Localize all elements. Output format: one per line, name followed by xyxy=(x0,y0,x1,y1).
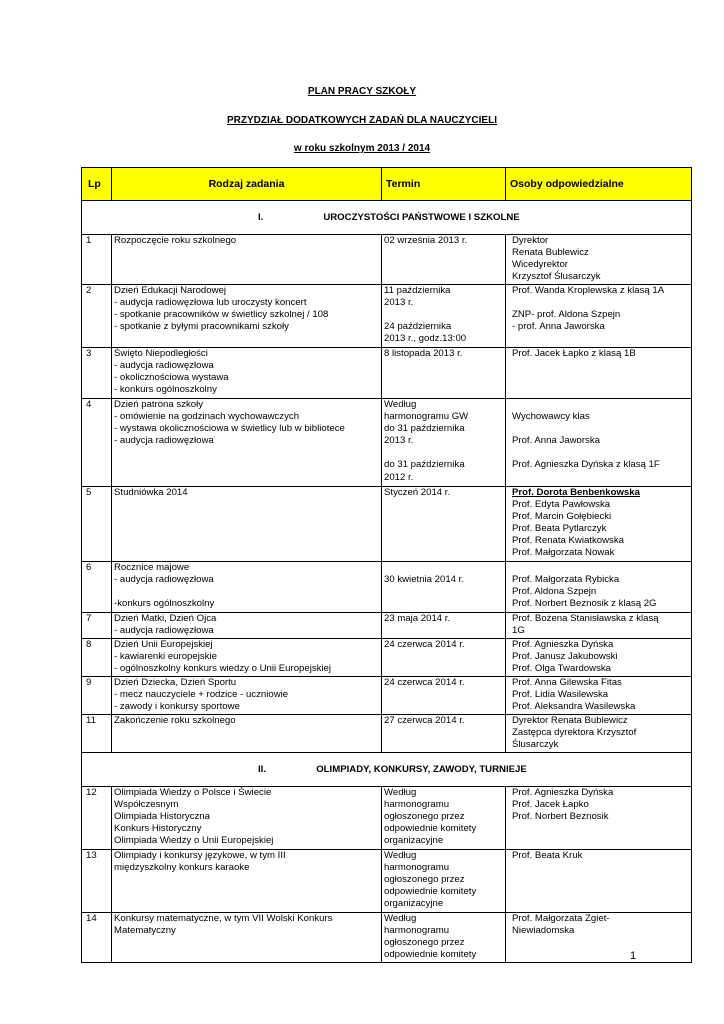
task-type: Zakończenie roku szkolnego xyxy=(112,715,382,753)
task-type: Olimpiady i konkursy językowe, w tym III międzyszkolny konkurs karaoke xyxy=(112,850,382,913)
table-row xyxy=(82,715,692,753)
responsible-list: Prof. Bożena Stanisławska z klasą 1G xyxy=(512,613,659,637)
task-date: 30 kwietnia 2014 r. xyxy=(382,562,506,613)
header-date: Termin xyxy=(382,168,506,201)
header-task-type: Rodzaj zadania xyxy=(112,168,382,201)
table-row xyxy=(82,613,692,639)
table-row xyxy=(82,913,692,963)
task-date: 23 maja 2014 r. xyxy=(382,613,506,639)
responsible-persons xyxy=(506,613,692,639)
responsible-list: Prof. Agnieszka Dyńska Prof. Janusz Jakubowski Prof. Olga Twardowska xyxy=(512,639,618,675)
task-assignment-table xyxy=(81,167,692,963)
table-row xyxy=(82,562,692,613)
table-row xyxy=(82,399,692,487)
section-title: UROCZYSTOŚCI PAŃSTWOWE I SZKOLNE xyxy=(323,212,520,223)
task-date: 8 listopada 2013 r. xyxy=(382,348,506,399)
table-row xyxy=(82,787,692,850)
task-type: Dzień Dziecka, Dzień Sportu - mecz nauczyciele + rodzice - uczniowie - zawody i konkursy sportowe xyxy=(112,677,382,715)
responsible-persons xyxy=(506,562,692,613)
row-number: 2 xyxy=(82,285,112,348)
task-date: Styczeń 2014 r. xyxy=(382,487,506,562)
row-number: 11 xyxy=(82,715,112,753)
section-row xyxy=(82,753,692,787)
row-number: 8 xyxy=(82,639,112,677)
task-date: Według harmonogramu ogłoszonego przez odpowiednie komitety organizacyjne xyxy=(382,787,506,850)
task-type: Konkursy matematyczne, w tym VII Wolski Konkurs Matematyczny xyxy=(112,913,382,963)
table-row xyxy=(82,487,692,562)
table-row xyxy=(82,235,692,285)
row-number: 7 xyxy=(82,613,112,639)
row-number: 13 xyxy=(82,850,112,913)
responsible-persons xyxy=(506,348,692,399)
responsible-persons xyxy=(506,850,692,913)
task-type: Dzień Matki, Dzień Ojca - audycja radiowęzłowa xyxy=(112,613,382,639)
task-type: Święto Niepodległości - audycja radiowęzłowa - okolicznościowa wystawa - konkurs ogólnoszkolny xyxy=(112,348,382,399)
row-number: 4 xyxy=(82,399,112,487)
responsible-persons xyxy=(506,787,692,850)
table-row xyxy=(82,285,692,348)
task-type: Studniówka 2014 xyxy=(112,487,382,562)
school-year: w roku szkolnym 2013 / 2014 xyxy=(293,143,431,154)
section-number: I. xyxy=(258,212,264,223)
task-type: Dzień Edukacji Narodowej - audycja radiowęzłowa lub uroczysty koncert - spotkanie pracowników w świetlicy szkolnej / 108 - spotkanie z byłymi pracownikami szkoły xyxy=(112,285,382,348)
responsible-list: Dyrektor Renata Bublewicz Zastępca dyrektora Krzysztof Ślusarczyk xyxy=(512,715,637,751)
row-number: 5 xyxy=(82,487,112,562)
task-date: Według harmonogramu ogłoszonego przez odpowiednie komitety organizacyjne xyxy=(382,850,506,913)
section-title: OLIMPIADY, KONKURSY, ZAWODY, TURNIEJE xyxy=(316,764,527,775)
task-type: Dzień Unii Europejskiej - kawiarenki europejskie - ogólnoszkolny konkurs wiedzy o Unii Europejskiej xyxy=(112,639,382,677)
responsible-persons xyxy=(506,399,692,487)
task-type: Dzień patrona szkoły - omówienie na godzinach wychowawczych - wystawa okolicznościowa w świetlicy lub w bibliotece - audycja radiowęzłowa xyxy=(112,399,382,487)
responsible-list: Prof. Małgorzata Rybicka Prof. Aldona Szpejn Prof. Norbert Beznosik z klasą 2G xyxy=(512,574,657,610)
responsible-persons xyxy=(506,913,692,963)
task-date: 11 października 2013 r. 24 października 2013 r., godz.13:00 xyxy=(382,285,506,348)
responsible-persons xyxy=(506,487,692,562)
task-date: 02 września 2013 r. xyxy=(382,235,506,285)
responsible-list: Prof. Wanda Kroplewska z klasą 1A ZNP- prof. Aldona Szpejn - prof. Anna Jaworska xyxy=(512,285,665,333)
task-date: 24 czerwca 2014 r. xyxy=(382,639,506,677)
header-responsible: Osoby odpowiedzialne xyxy=(506,168,692,201)
row-number: 1 xyxy=(82,235,112,285)
row-number: 14 xyxy=(82,913,112,963)
responsible-list: Prof. Agnieszka Dyńska Prof. Jacek Łapko Prof. Norbert Beznosik xyxy=(512,787,614,823)
task-type: Rocznice majowe - audycja radiowęzłowa -konkurs ogólnoszkolny xyxy=(112,562,382,613)
task-date: 24 czerwca 2014 r. xyxy=(382,677,506,715)
responsible-persons xyxy=(506,715,692,753)
responsible-list: Prof. Anna Gilewska Fitas Prof. Lidia Wasilewska Prof. Aleksandra Wasilewska xyxy=(512,677,636,713)
page-number: 1 xyxy=(630,950,637,962)
row-number: 6 xyxy=(82,562,112,613)
task-type: Rozpoczęcie roku szkolnego xyxy=(112,235,382,285)
task-date: Według harmonogramu ogłoszonego przez odpowiednie komitety xyxy=(382,913,506,963)
row-number: 12 xyxy=(82,787,112,850)
table-row xyxy=(82,850,692,913)
responsible-persons xyxy=(506,285,692,348)
responsible-list: Dyrektor Renata Bublewicz Wicedyrektor Krzysztof Ślusarczyk xyxy=(512,235,601,283)
section-row xyxy=(82,201,692,235)
table-row xyxy=(82,348,692,399)
row-number: 3 xyxy=(82,348,112,399)
responsible-persons xyxy=(506,677,692,715)
section-number: II. xyxy=(258,764,266,775)
header-lp: Lp xyxy=(82,168,112,201)
responsible-list: Prof. Małgorzata Zgiet- Niewiadomska xyxy=(512,913,610,937)
responsible-persons xyxy=(506,639,692,677)
responsible-lead: Prof. Dorota Benbenkowska xyxy=(512,487,640,498)
responsible-persons xyxy=(506,235,692,285)
document-subtitle: PRZYDZIAŁ DODATKOWYCH ZADAŃ DLA NAUCZYCIELI xyxy=(227,115,497,126)
responsible-list: Prof. Beata Kruk xyxy=(512,850,583,861)
task-date: Według harmonogramu GW do 31 października 2013 r. do 31 października 2012 r. xyxy=(382,399,506,487)
task-date: 27 czerwca 2014 r. xyxy=(382,715,506,753)
task-type: Olimpiada Wiedzy o Polsce i Świecie Współczesnym Olimpiada Historyczna Konkurs Historyczny Olimpiada Wiedzy o Unii Europejskiej xyxy=(112,787,382,850)
table-row xyxy=(82,677,692,715)
responsible-list: Wychowawcy klas Prof. Anna Jaworska Prof. Agnieszka Dyńska z klasą 1F xyxy=(512,411,660,471)
table-row xyxy=(82,639,692,677)
row-number: 9 xyxy=(82,677,112,715)
responsible-list: Prof. Jacek Łapko z klasą 1B xyxy=(512,348,636,359)
document-title: PLAN PRACY SZKOŁY xyxy=(307,86,417,97)
table-header-row xyxy=(82,168,692,201)
responsible-list: Prof. Edyta Pawłowska Prof. Marcin Gołębiecki Prof. Beata Pytlarczyk Prof. Renata Kwiatkowska Prof. Małgorzata Nowak xyxy=(512,499,624,559)
